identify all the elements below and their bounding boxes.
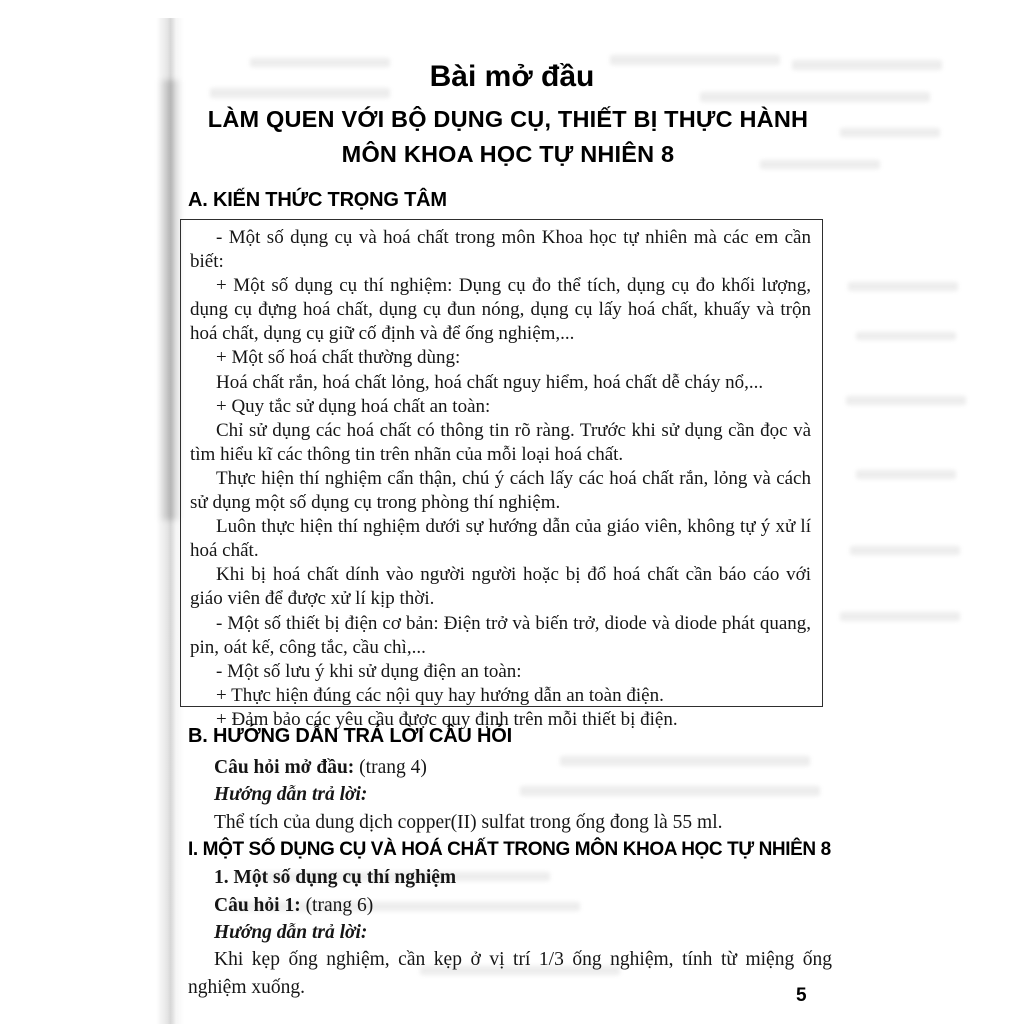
guide-label: Hướng dẫn trả lời: [214, 784, 368, 806]
answer-1: Khi kẹp ống nghiệm, cần kẹp ở vị trí 1/3 ống nghiệm, tính từ miệng ống nghiệm xuống. [188, 949, 832, 998]
lesson-title-line2: MÔN KHOA HỌC TỰ NHIÊN 8 [341, 141, 675, 167]
box-paragraph: + Thực hiện đúng các nội quy hay hướng dẫn an toàn điện. [216, 684, 664, 706]
box-paragraph: + Một số hoá chất thường dùng: [216, 347, 461, 369]
box-paragraph: - Một số dụng cụ và hoá chất trong môn Khoa học tự nhiên mà các em cần biết: [190, 227, 811, 273]
box-paragraph: - Một số lưu ý khi sử dụng điện an toàn: [216, 660, 522, 682]
question-1-label: Câu hỏi 1: [214, 894, 301, 916]
question-1-ref: (trang 6) [300, 894, 374, 916]
opening-question-ref: (trang 4) [354, 757, 427, 778]
box-paragraph: Hoá chất rắn, hoá chất lỏng, hoá chất nguy hiểm, hoá chất dễ cháy nổ,... [216, 371, 764, 393]
question-1-line [188, 892, 832, 919]
opening-answer: Thể tích của dung dịch copper(II) sulfat trong ống đong là 55 ml. [214, 811, 723, 833]
answers-section [188, 721, 832, 1001]
box-paragraph: + Quy tắc sử dụng hoá chất an toàn: [216, 395, 491, 417]
box-paragraph: + Một số dụng cụ thí nghiệm: Dụng cụ đo thể tích, dụng cụ đo khối lượng, dụng cụ đựng hoá chất, dụng cụ đun nóng, dụng cụ lấy hoá chất, khuấy và trộn hoá chất, dụng cụ giữ cố định và để ống nghiệm,... [190, 275, 811, 345]
box-paragraph: Thực hiện thí nghiệm cẩn thận, chú ý cách lấy các hoá chất rắn, lỏng và cách sử dụng một số dụng cụ trong phòng thí nghiệm. [190, 467, 811, 514]
box-paragraph: - Một số thiết bị điện cơ bản: Điện trở và biến trở, diode và diode phát quang, pin, oát kế, công tắc, cầu chì,... [190, 612, 811, 658]
subsection-1-heading: 1. Một số dụng cụ thí nghiệm [214, 867, 457, 889]
section-b-heading: B. HƯỚNG DẪN TRẢ LỜI CÂU HỎI [188, 725, 512, 747]
box-paragraph: Chỉ sử dụng các hoá chất có thông tin rõ ràng. Trước khi sử dụng cần đọc và tìm hiểu kĩ các thông tin trên nhãn của mỗi loại hoá chất. [190, 419, 811, 465]
box-paragraph: + Đảm bảo các yêu cầu được quy định trên mỗi thiết bị điện. [216, 708, 678, 730]
box-paragraph: Luôn thực hiện thí nghiệm dưới sự hướng dẫn của giáo viên, không tự ý xử lí hoá chất. [190, 516, 811, 562]
page-title: Bài mở đầu [429, 60, 595, 93]
box-paragraph: Khi bị hoá chất dính vào người người hoặc bị đổ hoá chất cần báo cáo với giáo viên để được xử lí kịp thời. [190, 564, 811, 610]
opening-question-label: Câu hỏi mở đầu: [214, 757, 355, 778]
page-number: 5 [796, 985, 807, 1006]
opening-question-line [188, 754, 832, 781]
section-a-heading: A. KIẾN THỨC TRỌNG TÂM [188, 189, 447, 211]
key-knowledge-box [180, 219, 823, 730]
guide-label-2: Hướng dẫn trả lời: [214, 922, 368, 944]
section-1-heading: I. MỘT SỐ DỤNG CỤ VÀ HOÁ CHẤT TRONG MÔN KHOA HỌC TỰ NHIÊN 8 [188, 839, 831, 861]
lesson-title-line1: LÀM QUEN VỚI BỘ DỤNG CỤ, THIẾT BỊ THỰC HÀNH [207, 106, 809, 132]
